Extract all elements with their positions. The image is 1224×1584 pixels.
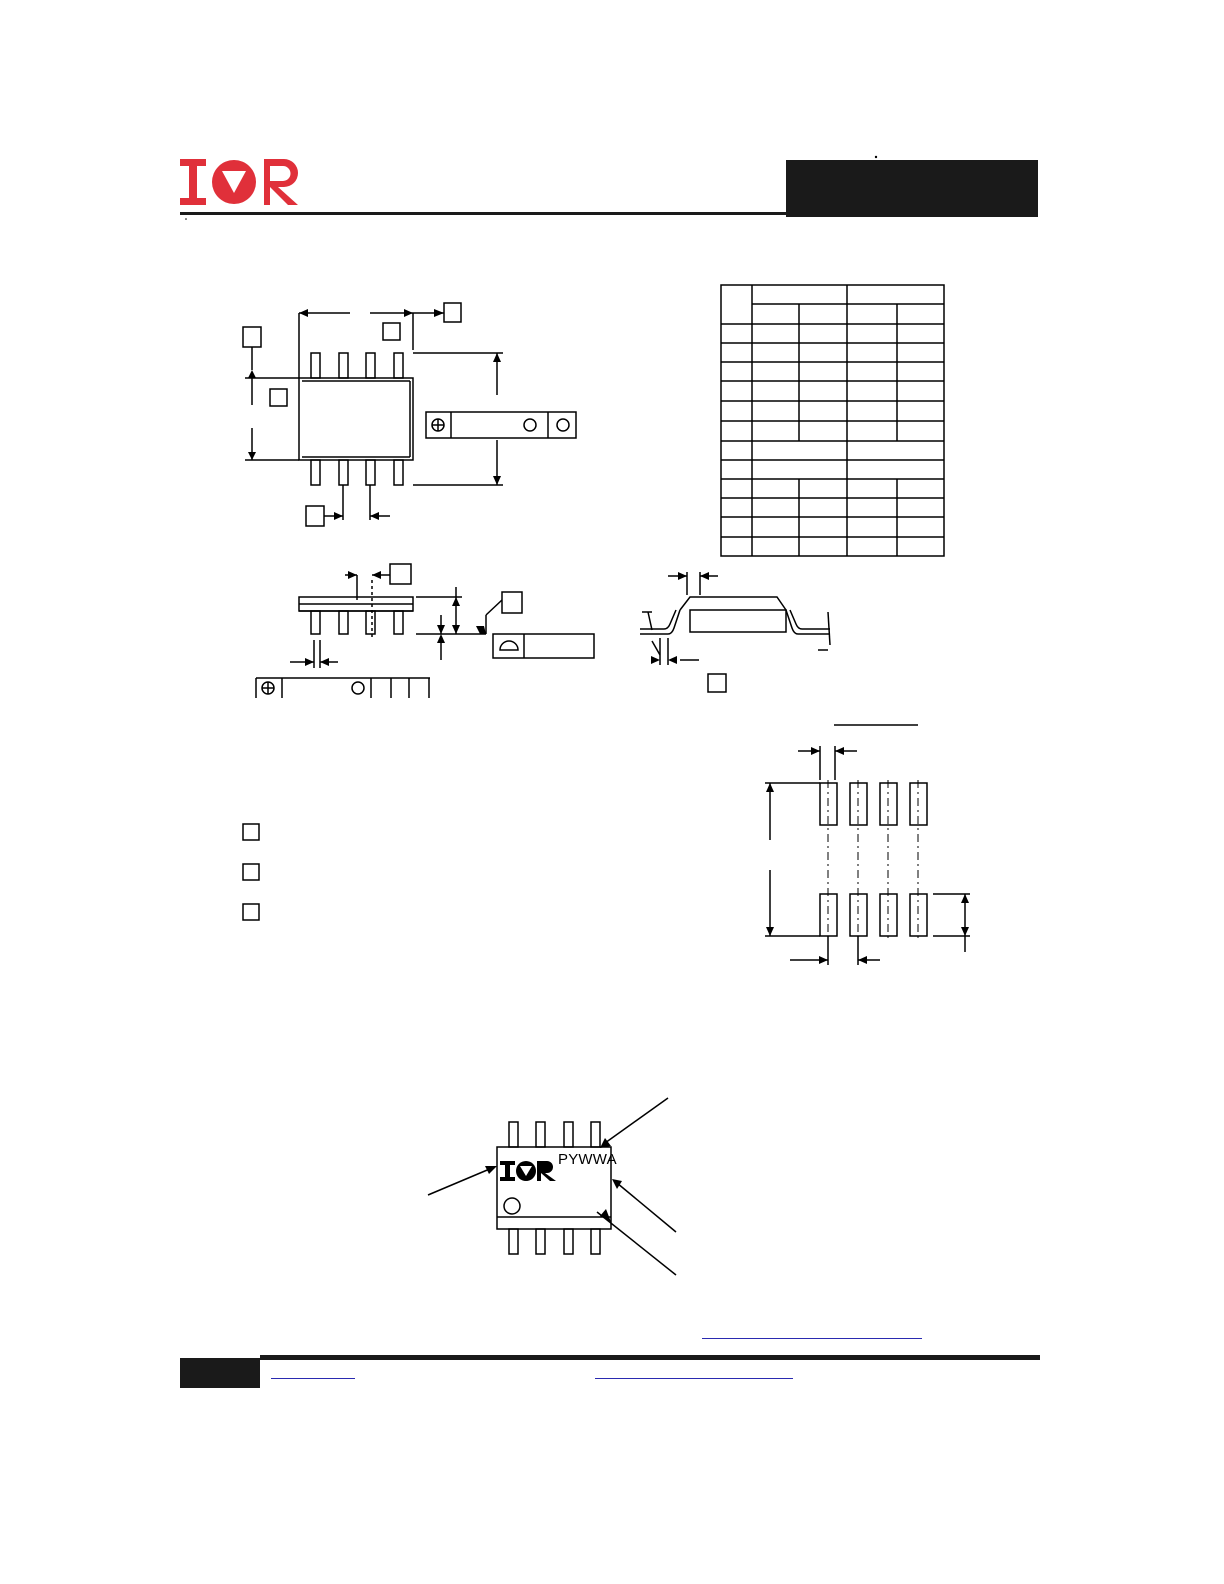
- footer-link-right[interactable]: [595, 1378, 793, 1379]
- website-link-underline[interactable]: [702, 1338, 922, 1339]
- date-code-marking: PYWWA: [558, 1151, 617, 1168]
- footer-page-block: [180, 1358, 260, 1388]
- footer-link-left[interactable]: [271, 1378, 355, 1379]
- footer-rule: [260, 1355, 1040, 1360]
